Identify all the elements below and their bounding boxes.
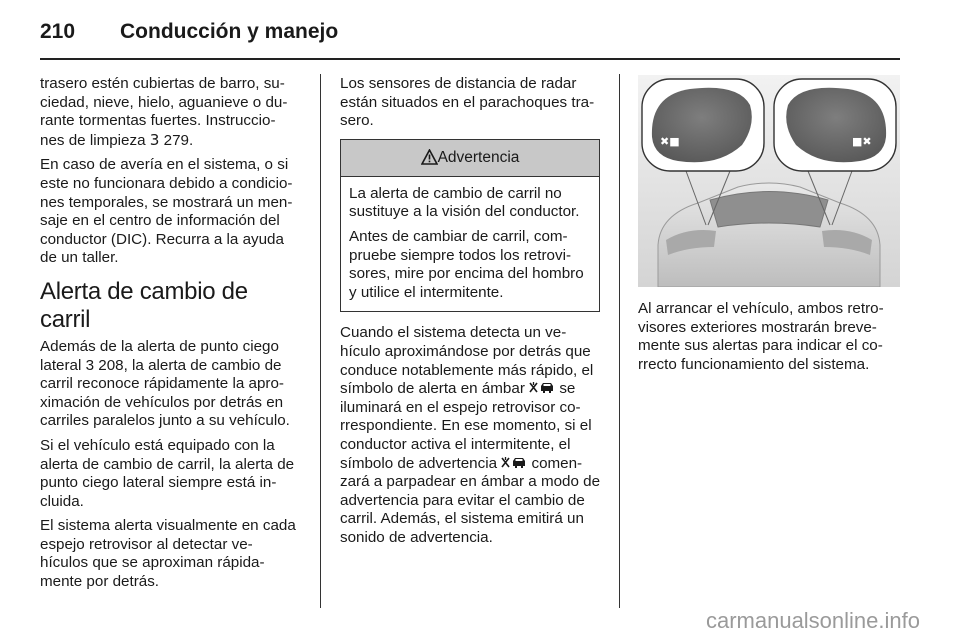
lane-change-alert-icon bbox=[501, 455, 527, 474]
warning-triangle-icon bbox=[421, 143, 438, 179]
page-header bbox=[40, 20, 900, 58]
svg-text:■✖: ■✖ bbox=[852, 135, 872, 148]
warning-paragraph: Antes de cambiar de carril, com- pruebe siempre todos los retrovi- sores, mire por encima del hombro y utilice el intermitente. bbox=[349, 227, 584, 301]
column-divider-2 bbox=[619, 74, 620, 608]
warning-box bbox=[340, 139, 600, 313]
watermark-text: carmanualsonline.info bbox=[705, 608, 920, 633]
svg-text:✖■: ✖■ bbox=[660, 135, 680, 148]
page-number: 210 bbox=[40, 20, 76, 43]
paragraph: Si el vehículo está equipado con la alerta de cambio de carril, la alerta de punto ciego lateral siempre está in- cluida. bbox=[40, 436, 295, 510]
column-2 bbox=[340, 75, 604, 553]
paragraph: Al arrancar el vehículo, ambos retro- visores exteriores mostrarán breve- mente sus alertas para indicar el co- rrecto funcionamiento del sistema. bbox=[638, 300, 884, 373]
paragraph: Los sensores de distancia de radar están situados en el parachoques tra- sero. bbox=[340, 75, 595, 130]
paragraph: Cuando el sistema detecta un ve- hículo aproximándose por detrás que conduce notablemente más rápido, el símbolo de alerta en ámbar se iluminará en el espejo retrovisor co- rrespondiente. En ese momento, si el conductor activa el intermitente, el símbolo de advertencia comen- zará a parpadear en ámbar a modo de advertencia para evitar el cambio de carril. Además, el sistema emitirá un sonido de advertencia. bbox=[340, 324, 601, 546]
paragraph: trasero estén cubiertas de barro, su- ciedad, nieve, hielo, aguanieve o du- rante tormentas fuertes. Instruccio- nes de limpieza 3 279. bbox=[40, 75, 288, 149]
paragraph: Además de la alerta de punto ciego lateral 3 208, la alerta de cambio de carril reconoce rápidamente la apro- ximación de vehículos por detrás en carriles paralelos junto a su vehículo. bbox=[40, 337, 290, 430]
lane-change-alert-icon bbox=[529, 380, 555, 399]
paragraph: El sistema alerta visualmente en cada espejo retrovisor al detectar ve- hículos que se aproximan rápida- mente por detrás. bbox=[40, 517, 296, 591]
warning-header bbox=[341, 140, 599, 177]
heading-lane-change: Alerta de cambio de carril bbox=[40, 277, 248, 333]
section-title: Conducción y manejo bbox=[120, 20, 339, 43]
reference-arrow-icon[interactable]: 3 bbox=[85, 356, 95, 374]
reference-arrow-icon[interactable]: 3 bbox=[149, 130, 160, 149]
warning-body bbox=[341, 177, 599, 312]
column-divider-1 bbox=[320, 74, 321, 608]
warning-paragraph: La alerta de cambio de carril no sustituye a la visión del conductor. bbox=[349, 184, 580, 221]
warning-title: Advertencia bbox=[437, 148, 520, 166]
header-rule bbox=[40, 58, 900, 60]
mirror-illustration bbox=[638, 75, 900, 287]
paragraph: En caso de avería en el sistema, o si este no funcionara debido a condicio- nes temporales, se mostrará un men- saje en el centro de información del conductor (DIC). Recurra a la ayuda de un taller. bbox=[40, 156, 293, 267]
column-1 bbox=[40, 75, 304, 598]
column-3 bbox=[638, 300, 902, 380]
